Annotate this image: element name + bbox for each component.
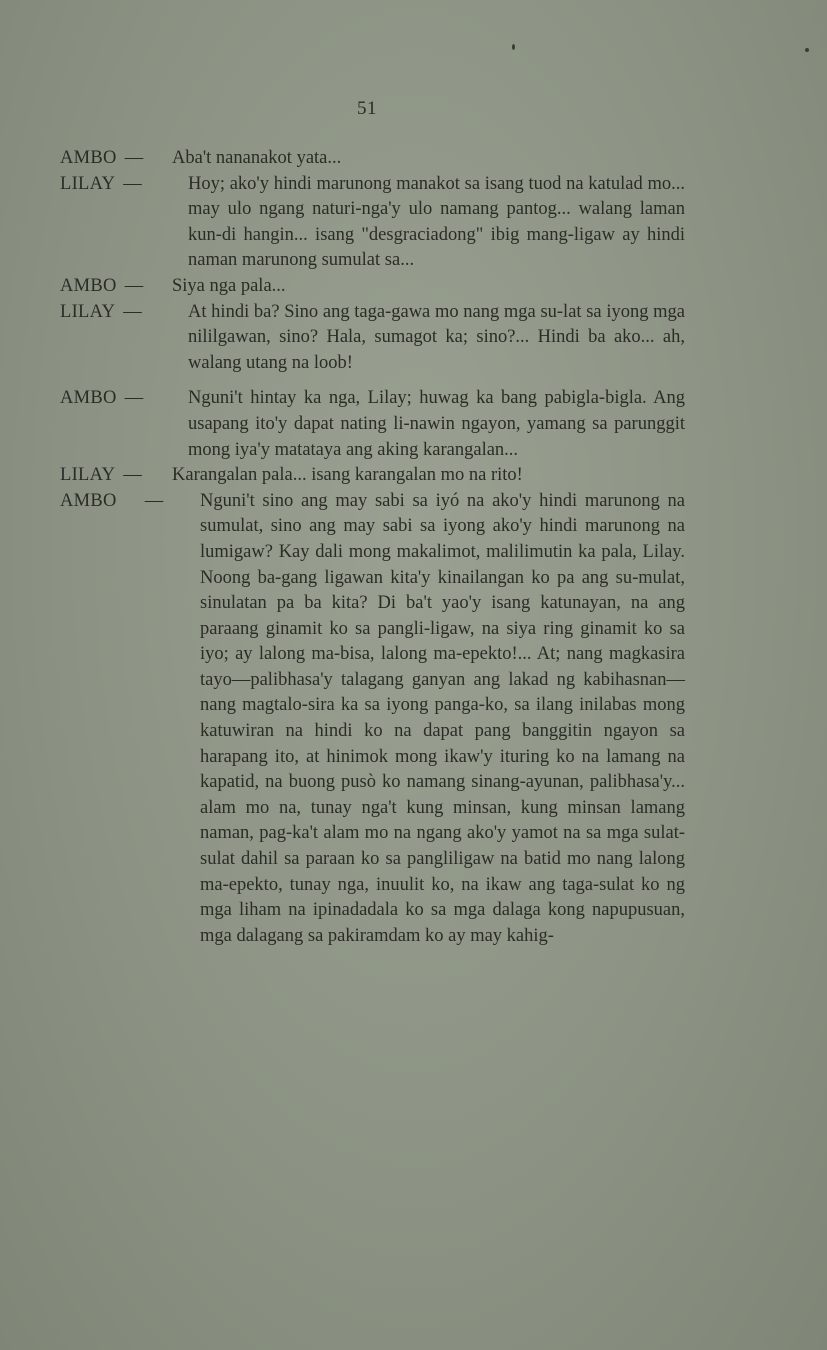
- dialogue-text: Nguni't hintay ka nga, Lilay; huwag ka bang pabigla-bigla. Ang usapang ito'y dapat nating li-nawin ngayon, yamang sa parunggit mong iya'y matataya ang aking karangalan...: [188, 388, 685, 460]
- dialogue-line: AMBO — Nguni't hintay ka nga, Lilay; huwag ka bang pabigla-bigla. Ang usapang ito'y dapat nating li-nawin ngayon, yamang sa parunggit mong iya'y matataya ang aking karangalan...: [60, 386, 685, 463]
- speaker-name: LILAY: [60, 465, 116, 486]
- dialogue-line: LILAY — Hoy; ako'y hindi marunong manakot sa isang tuod na katulad mo... may ulo ngang naturi-nga'y ulo namang pantog... walang laman kun-di hangin... isang "desgraciadong" ibig mang-ligaw ay hindi naman marunong sumulat sa...: [60, 172, 685, 274]
- dialogue-text: Aba't nananakot yata...: [172, 148, 342, 168]
- page-number: 51: [357, 98, 377, 119]
- dialogue: [60, 146, 685, 949]
- speaker-name: LILAY: [60, 173, 116, 194]
- dialogue-text: At hindi ba? Sino ang taga-gawa mo nang mga su-lat sa iyong mga nililgawan, sino? Hala, sumagot ka; sino?... Hindi ba ako... ah, walang utang na loob!: [188, 301, 685, 373]
- dialogue-text: Karangalan pala... isang karangalan mo na rito!: [172, 465, 523, 486]
- paper-speck: [805, 48, 809, 52]
- dialogue-line: LILAY — Karangalan pala... isang karangalan mo na rito!: [60, 463, 685, 489]
- speaker-name: AMBO: [60, 490, 117, 511]
- paper-speck: [512, 44, 515, 50]
- speaker-name: AMBO: [60, 388, 117, 409]
- dialogue-text: Siya nga pala...: [172, 275, 286, 296]
- dialogue-line: AMBO — Aba't nananakot yata...: [60, 146, 685, 172]
- dialogue-text: Hoy; ako'y hindi marunong manakot sa isang tuod na katulad mo... may ulo ngang naturi-nga'y ulo namang pantog... walang laman kun-di hangin... isang "desgraciadong" ibig mang-ligaw ay hindi naman marunong sumulat sa...: [188, 173, 685, 271]
- speaker-name: AMBO: [60, 275, 117, 296]
- dialogue-text: Nguni't sino ang may sabi sa iyó na ako'y hindi marunong na sumulat, sino ang may sabi sa iyong ako'y hindi marunong na lumigaw? Kay dali mong makalimot, malilimutin ka pala, Lilay. Noong ba-gang ligawan kita'y kinailangan ko pa ang su-mulat, sinulatan pa ba kita? Di ba't yao'y isang katunayan, na ang paraang ginamit ko sa pangli-ligaw, na siya ring ginamit ko sa iyo; ay lalong ma-bisa, lalong ma-epekto!... At; nang magkasira tayo—palibhasa'y talagang ganyan ang lakad ng kabihasnan—nang magtalo-sira ka sa iyong panga-ko, sa ilang inilabas mong katuwiran na hindi ko na dapat pang banggitin ngayon sa harapang ito, at hinimok mong ikaw'y ituring ko na lamang na kapatid, na buong pusò ko namang sinang-ayunan, palibhasa'y... alam mo na, tunay nga't kung minsan, kung minsan lamang naman, pag-ka't alam mo na ngang ako'y yamot na sa mga sulat-sulat dahil sa paraan ko sa pangliligaw na batid mo nang lalong ma-epekto, tunay nga, inuulit ko, na ikaw ang taga-sulat ko ng mga liham na ipinadadala ko sa mga dalaga kong napupusuan, mga dalagang sa pakiramdam ko ay may kahig-: [200, 490, 685, 946]
- speaker-name: LILAY: [60, 301, 116, 322]
- dialogue-line: AMBO — Siya nga pala...: [60, 274, 685, 300]
- dialogue-line: LILAY — At hindi ba? Sino ang taga-gawa mo nang mga su-lat sa iyong mga nililgawan, sino? Hala, sumagot ka; sino?... Hindi ba ako... ah, walang utang na loob!: [60, 300, 685, 377]
- dialogue-line: AMBO — Nguni't sino ang may sabi sa iyó na ako'y hindi marunong na sumulat, sino ang may sabi sa iyong ako'y hindi marunong na lumigaw? Kay dali mong makalimot, malilimutin ka pala, Lilay. Noong ba-gang ligawan kita'y kinailangan ko pa ang su-mulat, sinulatan pa ba kita? Di ba't yao'y isang katunayan, na ang paraang ginamit ko sa pangli-ligaw, na siya ring ginamit ko sa iyo; ay lalong ma-bisa, lalong ma-epekto!... At; nang magkasira tayo—palibhasa'y talagang ganyan ang lakad ng kabihasnan—nang magtalo-sira ka sa iyong panga-ko, sa ilang inilabas mong katuwiran na hindi ko na dapat pang banggitin ngayon sa harapang ito, at hinimok mong ikaw'y ituring ko na lamang na kapatid, na buong pusò ko namang sinang-ayunan, palibhasa'y... alam mo na, tunay nga't kung minsan, kung minsan lamang naman, pag-ka't alam mo na ngang ako'y yamot na sa mga sulat-sulat dahil sa paraan ko sa pangliligaw na batid mo nang lalong ma-epekto, tunay nga, inuulit ko, na ikaw ang taga-sulat ko ng mga liham na ipinadadala ko sa mga dalaga kong napupusuan, mga dalagang sa pakiramdam ko ay may kahig-: [60, 489, 685, 950]
- speaker-name: AMBO: [60, 148, 117, 168]
